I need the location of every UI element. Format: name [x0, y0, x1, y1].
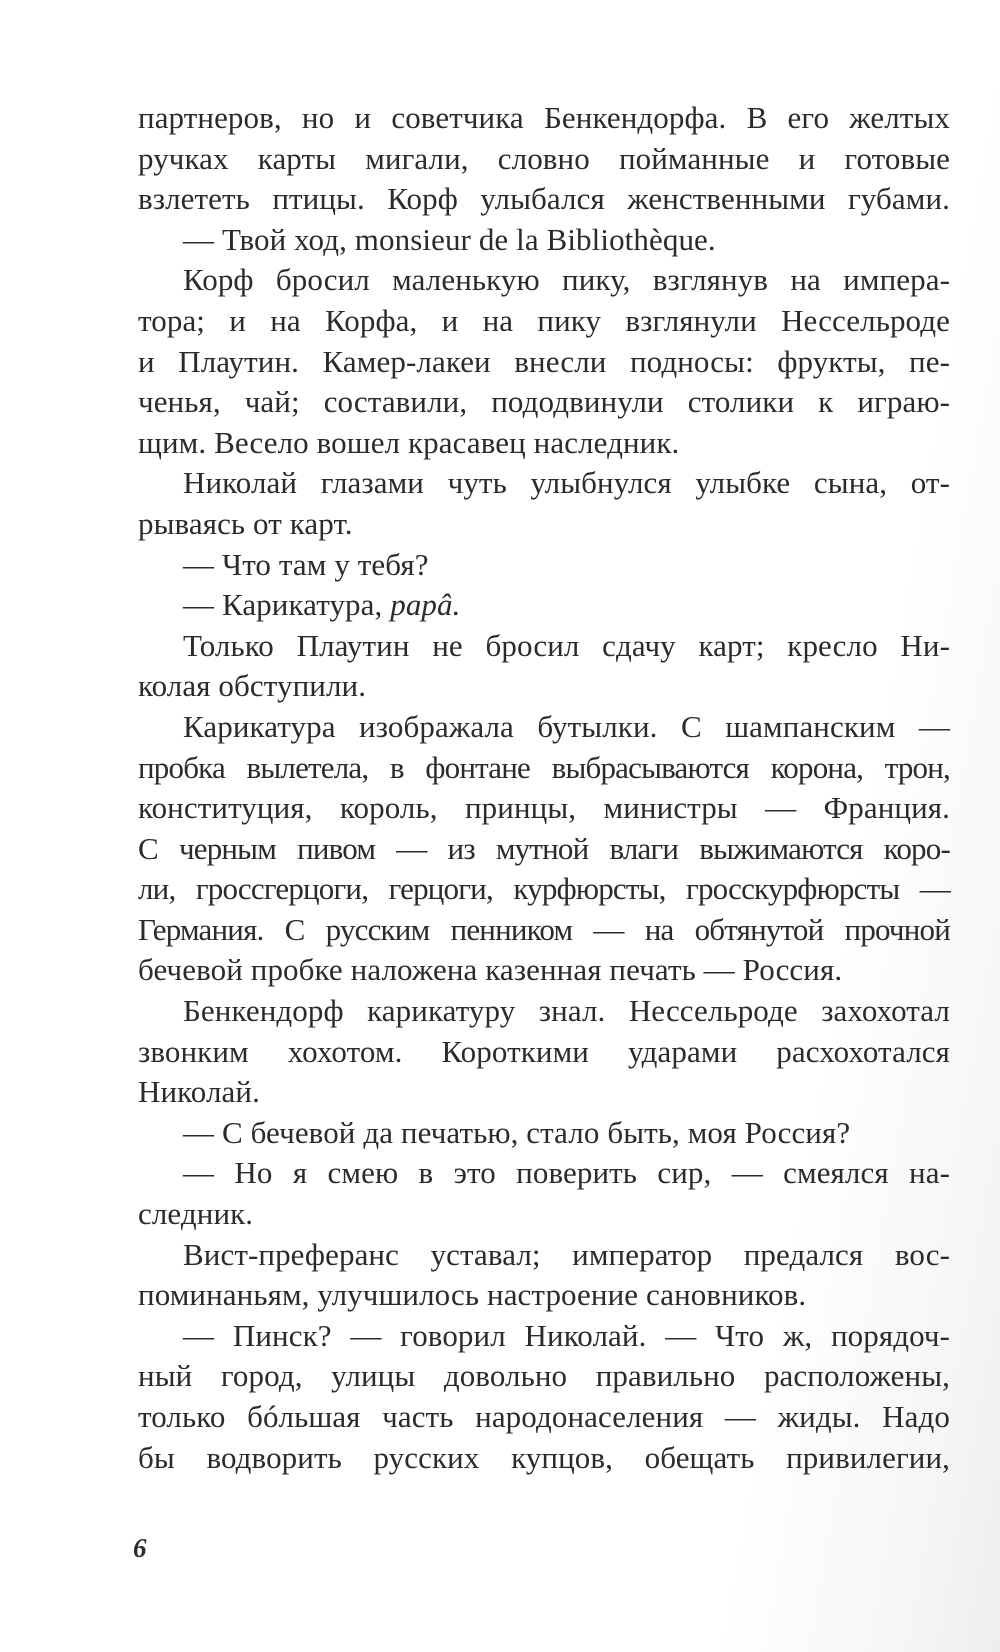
text-line: рываясь от карт. [138, 505, 353, 541]
text-line: следник. [138, 1196, 254, 1232]
text-line: поминаньям, улучшилось настроение сановников. [138, 1277, 807, 1313]
text-line: колая обступили. [138, 668, 367, 704]
text-line: — Пинск? — говорил Николай. — Что ж, порядоч- [183, 1317, 950, 1353]
text-line: — Что там у тебя? [183, 546, 429, 582]
text-line: ли, гроссгерцоги, герцоги, курфюрсты, гросскурфюрсты — [138, 871, 950, 907]
text-line: конституция, король, принцы, министры — Франция. [138, 790, 950, 826]
text-line: ченья, чай; составили, пододвинули столики к играю- [138, 384, 950, 420]
text-line: Николай глазами чуть улыбнулся улыбке сына, от- [183, 465, 950, 501]
text-line: бы водворить русских купцов, обещать привилегии, [138, 1439, 950, 1475]
text-line: взлететь птицы. Корф улыбался женственными губами. [138, 181, 950, 217]
text-line: партнеров, но и советчика Бенкендорфа. В его желтых [138, 100, 950, 135]
text-line: Бенкендорф карикатуру знал. Нессельроде захохотал [183, 993, 950, 1029]
text-line: Только Плаутин не бросил сдачу карт; кресло Ни- [183, 627, 950, 663]
text-line: только бóльшая часть народонаселения — жиды. Надо [138, 1399, 950, 1434]
text-line: Германия. С русским пенником — на обтянутой прочной [138, 911, 950, 947]
text-line: С черным пивом — из мутной влаги выжимаются коро- [138, 830, 950, 866]
text-line: Николай. [138, 1074, 260, 1110]
text-line: тора; и на Корфа, и на пику взглянули Нессельроде [138, 302, 950, 338]
page-number: 6 [133, 1533, 147, 1563]
text-line: щим. Весело вошел красавец наследник. [138, 424, 680, 460]
text-line: ручках карты мигали, словно пойманные и готовые [138, 140, 950, 176]
text-line: пробка вылетела, в фонтане выбрасываются корона, трон, [138, 749, 950, 785]
text-line: бечевой пробке наложена казенная печать — Россия. [138, 952, 843, 988]
text-line: — Но я смею в это поверить сир, — смеялся на- [183, 1155, 950, 1191]
text-line: ный город, улицы довольно правильно расположены, [138, 1358, 950, 1394]
text-line [138, 585, 950, 626]
text-line: звонким хохотом. Короткими ударами расхохотался [138, 1033, 950, 1069]
text-line: — С бечевой да печатью, стало быть, моя Россия? [183, 1114, 851, 1150]
text-line: Вист-преферанс уставал; император предался вос- [183, 1236, 950, 1272]
text-line: и Плаутин. Камер-лакеи внесли подносы: фрукты, пе- [138, 343, 950, 379]
text-line: Карикатура изображала бутылки. С шампанским — [183, 708, 950, 744]
body-text [138, 98, 950, 1478]
text-line: — Твой ход, monsieur de la Bibliothèque. [183, 221, 716, 257]
text-fragment: — Карикатура, [183, 587, 391, 623]
italic-text: papâ. [390, 587, 461, 623]
text-line: Корф бросил маленькую пику, взглянув на импера- [183, 262, 950, 298]
